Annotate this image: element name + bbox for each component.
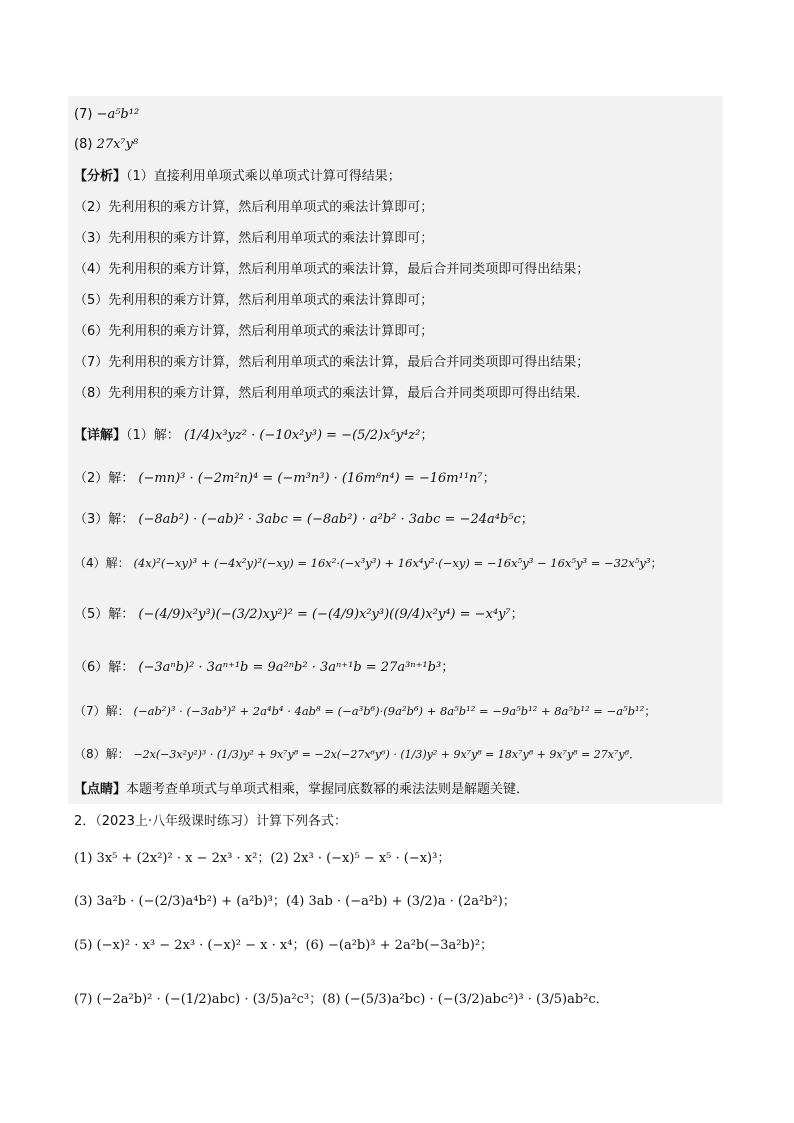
analysis-line-4: （4）先利用积的乘方计算，然后利用单项式的乘法计算，最后合并同类项即可得出结果； <box>74 262 590 277</box>
detail-tag: 【详解】 <box>74 428 127 443</box>
problem-2-row-1: (1) 3x⁵ + (2x²)² · x − 2x³ · x²；(2) 2x³ · (−x)⁵ − x⁵ · (−x)³； <box>74 851 451 866</box>
analysis-line-2: （2）先利用积的乘方计算，然后利用单项式的乘法计算即可； <box>74 200 434 215</box>
detail-step-7: （7）解： (−ab²)³ · (−3ab³)² + 2a⁴b⁴ · 4ab⁸ = (−a³b⁶)·(9a²b⁶) + 8a⁵b¹² = −9a⁵b¹² + 8a⁵b¹² = −a⁵b¹²； <box>74 704 657 718</box>
problem-2-row-3: (5) (−x)² · x³ − 2x³ · (−x)² − x · x⁴；(6) −(a²b)³ + 2a²b(−3a²b)²； <box>74 938 494 953</box>
problem-2-heading: 2．（2023上·八年级课时练习）计算下列各式： <box>74 814 347 829</box>
analysis-line-7: （7）先利用积的乘方计算，然后利用单项式的乘法计算，最后合并同类项即可得出结果； <box>74 355 590 370</box>
problem-2-row-4: (7) (−2a²b)² · (−(1/2)abc) · (3/5)a²c³；(8) (−(5/3)a²bc) · (−(3/2)abc²)³ · (3/5)ab²c． <box>74 992 609 1007</box>
detail-step-8: （8）解： −2x(−3x²y²)³ · (1/3)y² + 9x⁷y⁸ = −2x(−27x⁶y⁶) · (1/3)y² + 9x⁷y⁸ = 18x⁷y⁸ + 9x⁷y⁸ = 27x⁷y⁸． <box>74 747 642 761</box>
answer-8: (8) 27x⁷y⁸ <box>74 137 139 152</box>
detail-step-5: （5）解： (−(4/9)x²y³)(−(3/2)xy²)² = (−(4/9)x²y³)((9/4)x²y⁴) = −x⁴y⁷； <box>74 607 524 622</box>
detail-step-2: （2）解： (−mn)³ · (−2m²n)⁴ = (−m³n³) · (16m⁸n⁴) = −16m¹¹n⁷； <box>74 471 496 486</box>
analysis-line-8: （8）先利用积的乘方计算，然后利用单项式的乘法计算，最后合并同类项即可得出结果． <box>74 386 590 401</box>
analysis-tag: 【分析】 <box>74 169 127 184</box>
detail-step-4: （4）解： (4x)²(−xy)³ + (−4x²y)²(−xy) = 16x²·(−x³y³) + 16x⁴y²·(−xy) = −16x⁵y³ − 16x⁵y³ = −32x⁵y³； <box>74 556 663 570</box>
comment-tag: 【点睛】 <box>74 782 127 797</box>
analysis-line-6: （6）先利用积的乘方计算，然后利用单项式的乘法计算即可； <box>74 324 434 339</box>
comment-line: 【点睛】本题考查单项式与单项式相乘，掌握同底数幂的乘法法则是解题关键． <box>74 782 530 797</box>
answer-7: (7) −a⁵b¹² <box>74 107 140 122</box>
analysis-line-5: （5）先利用积的乘方计算，然后利用单项式的乘法计算即可； <box>74 293 434 308</box>
problem-2-row-2: (3) 3a²b · (−(2/3)a⁴b²) + (a²b)³；(4) 3ab · (−a²b) + (3/2)a · (2a²b²)； <box>74 894 516 909</box>
detail-step-1: 【详解】（1）解： (1/4)x³yz² · (−10x²y³) = −(5/2)x⁵y⁴z²； <box>74 428 434 443</box>
analysis-line-1: 【分析】（1）直接利用单项式乘以单项式计算可得结果； <box>74 169 401 184</box>
detail-step-6: （6）解： (−3aⁿb)² · 3aⁿ⁺¹b = 9a²ⁿb² · 3aⁿ⁺¹b = 27a³ⁿ⁺¹b³； <box>74 660 455 675</box>
detail-step-3: （3）解： (−8ab²) · (−ab)² · 3abc = (−8ab²) · a²b² · 3abc = −24a⁴b⁵c； <box>74 512 534 527</box>
analysis-line-3: （3）先利用积的乘方计算，然后利用单项式的乘法计算即可； <box>74 231 434 246</box>
